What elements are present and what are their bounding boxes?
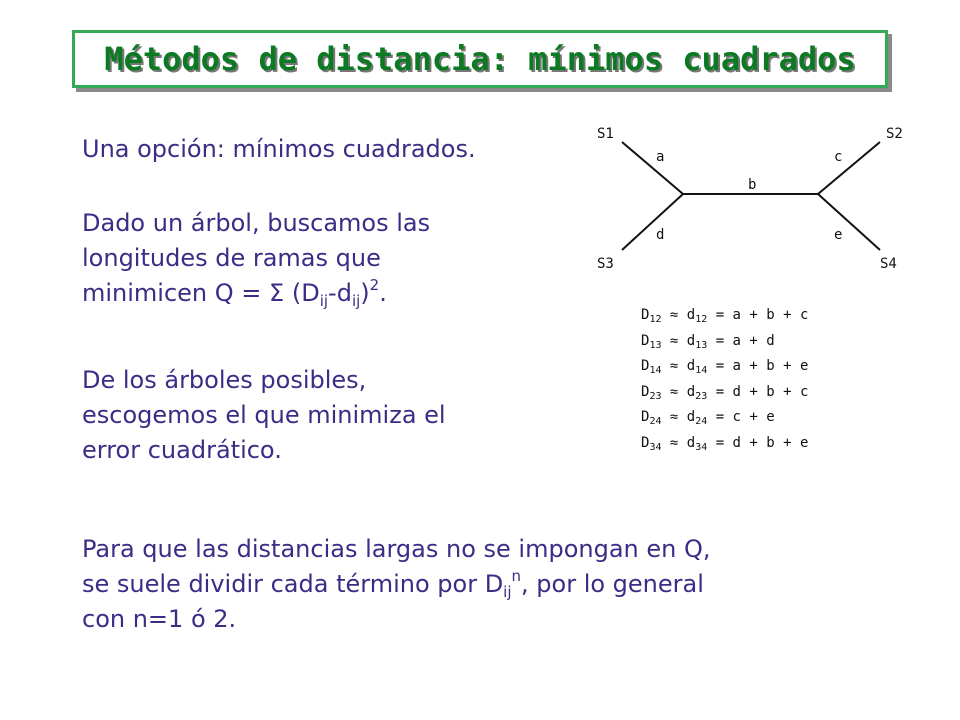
eq-rhs: = a + b + e [707,358,809,375]
formula-sub-ij-1: ij [319,292,329,310]
equation-row [641,303,808,329]
branch-d-label: d [656,227,665,243]
formula-sub-ij-2: ij [351,292,361,310]
eq-d-sub: 12 [695,314,708,325]
branch-c-label: c [834,149,843,165]
eq-D: D [641,409,650,426]
equation-row [641,380,808,406]
eq-approx: ≈ [661,332,687,349]
equation-row [641,431,808,457]
eq-rhs: = c + e [707,409,775,426]
choose-line3: error cuadrático. [82,436,282,464]
equation-row [641,354,808,380]
eq-d: d [686,358,696,375]
weight-line1: Para que las distancias largas no se impongan en Q, [82,535,711,563]
eq-D: D [641,358,650,375]
slide-title: Métodos de distancia: mínimos cuadrados [104,40,856,78]
eq-D: D [641,332,650,349]
eq-d-sub: 14 [695,365,708,377]
tree-diagram [590,118,910,278]
leaf-s4-label: S4 [880,256,897,272]
eq-D-sub: 14 [649,365,662,377]
formula-minus: -d [328,279,352,307]
tree-paragraph-formula [82,276,430,311]
eq-D: D [641,383,650,400]
leaf-s2-label: S2 [886,126,903,142]
eq-d: d [686,383,696,400]
eq-d-sub: 24 [695,416,708,428]
choose-line2: escogemos el que minimiza el [82,401,446,429]
eq-rhs: = a + b + c [707,307,809,323]
eq-d: d [686,332,696,349]
eq-approx: ≈ [661,409,687,426]
eq-D-sub: 23 [649,390,662,402]
weight-line2 [82,567,711,602]
weight-line2-prefix: se suele dividir cada término por D [82,570,504,598]
formula-end: . [379,279,387,307]
title-box [72,30,888,88]
eq-rhs: = a + d [707,332,775,349]
eq-approx: ≈ [661,358,687,375]
branch-e-line [818,194,880,250]
branch-a-line [622,142,683,194]
formula-open: (D [284,279,320,307]
eq-D-sub: 34 [649,441,662,453]
eq-D-sub: 12 [649,314,662,325]
equation-row [641,329,808,355]
weight-paragraph [82,532,711,637]
eq-approx: ≈ [661,383,687,400]
leaf-s1-label: S1 [597,126,614,142]
sigma-symbol: Σ [269,279,285,307]
branch-c-line [818,142,880,194]
equation-list [641,303,808,457]
eq-d: d [686,307,696,323]
formula-exponent: 2 [369,276,380,294]
tree-paragraph-line2: longitudes de ramas que [82,244,381,272]
tree-paragraph [82,206,430,311]
leaf-s3-label: S3 [597,256,614,272]
weight-line3: con n=1 ó 2. [82,605,237,633]
weight-sup-n: n [511,567,522,585]
equation-row [641,405,808,431]
branch-a-label: a [656,149,665,165]
eq-D-sub: 13 [649,339,662,351]
weight-line2-suffix: , por lo general [521,570,704,598]
eq-approx: ≈ [661,307,687,323]
formula-prefix: minimicen Q = [82,279,270,307]
branch-e-label: e [834,227,843,243]
eq-d: d [686,409,696,426]
choose-line1: De los árboles posibles, [82,366,367,394]
eq-rhs: = d + b + c [707,383,809,400]
eq-d: d [686,434,696,451]
eq-rhs: = d + b + e [707,434,809,451]
formula-close: ) [360,279,370,307]
intro-text: Una opción: mínimos cuadrados. [82,135,476,163]
eq-approx: ≈ [661,434,687,451]
eq-D-sub: 24 [649,416,662,428]
eq-d-sub: 23 [695,390,708,402]
weight-sub-ij: ij [503,583,512,601]
tree-paragraph-line1: Dado un árbol, buscamos las [82,209,431,237]
branch-d-line [622,194,683,250]
eq-d-sub: 34 [695,441,708,453]
eq-D: D [641,307,650,323]
eq-D: D [641,434,650,451]
eq-d-sub: 13 [695,339,708,351]
choose-paragraph [82,363,446,468]
branch-b-label: b [748,177,757,193]
